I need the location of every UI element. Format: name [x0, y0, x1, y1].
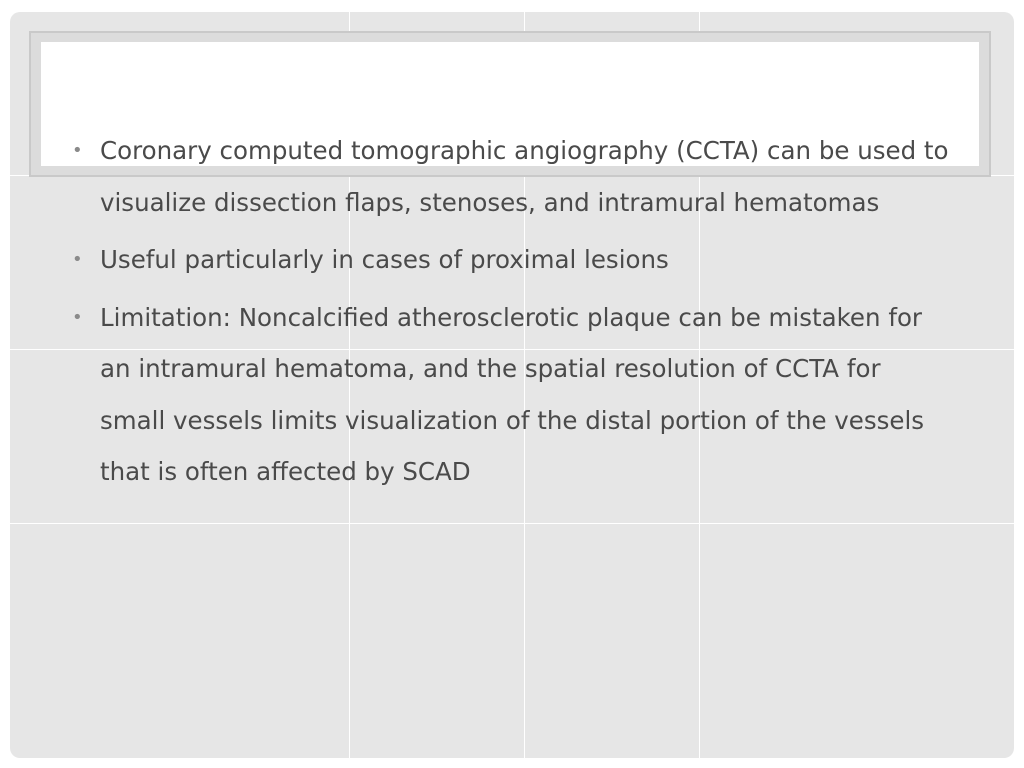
- bullet-item-limitation: • Limitation: Noncalcified atherosclerotic plaque can be mistaken for an intramural hematoma, and the spatial resolution of CCTA for small vessels limits visualization of the distal portion of the vessels that is often affected by SCAD: [72, 292, 952, 498]
- bullet-item-proximal-lesions: • Useful particularly in cases of proximal lesions: [72, 234, 952, 286]
- slide: [10, 12, 1014, 758]
- bullet-list: [72, 125, 952, 504]
- bullet-item-ccta: • Coronary computed tomographic angiography (CCTA) can be used to visualize dissection flaps, stenoses, and intramural hematomas: [72, 125, 952, 228]
